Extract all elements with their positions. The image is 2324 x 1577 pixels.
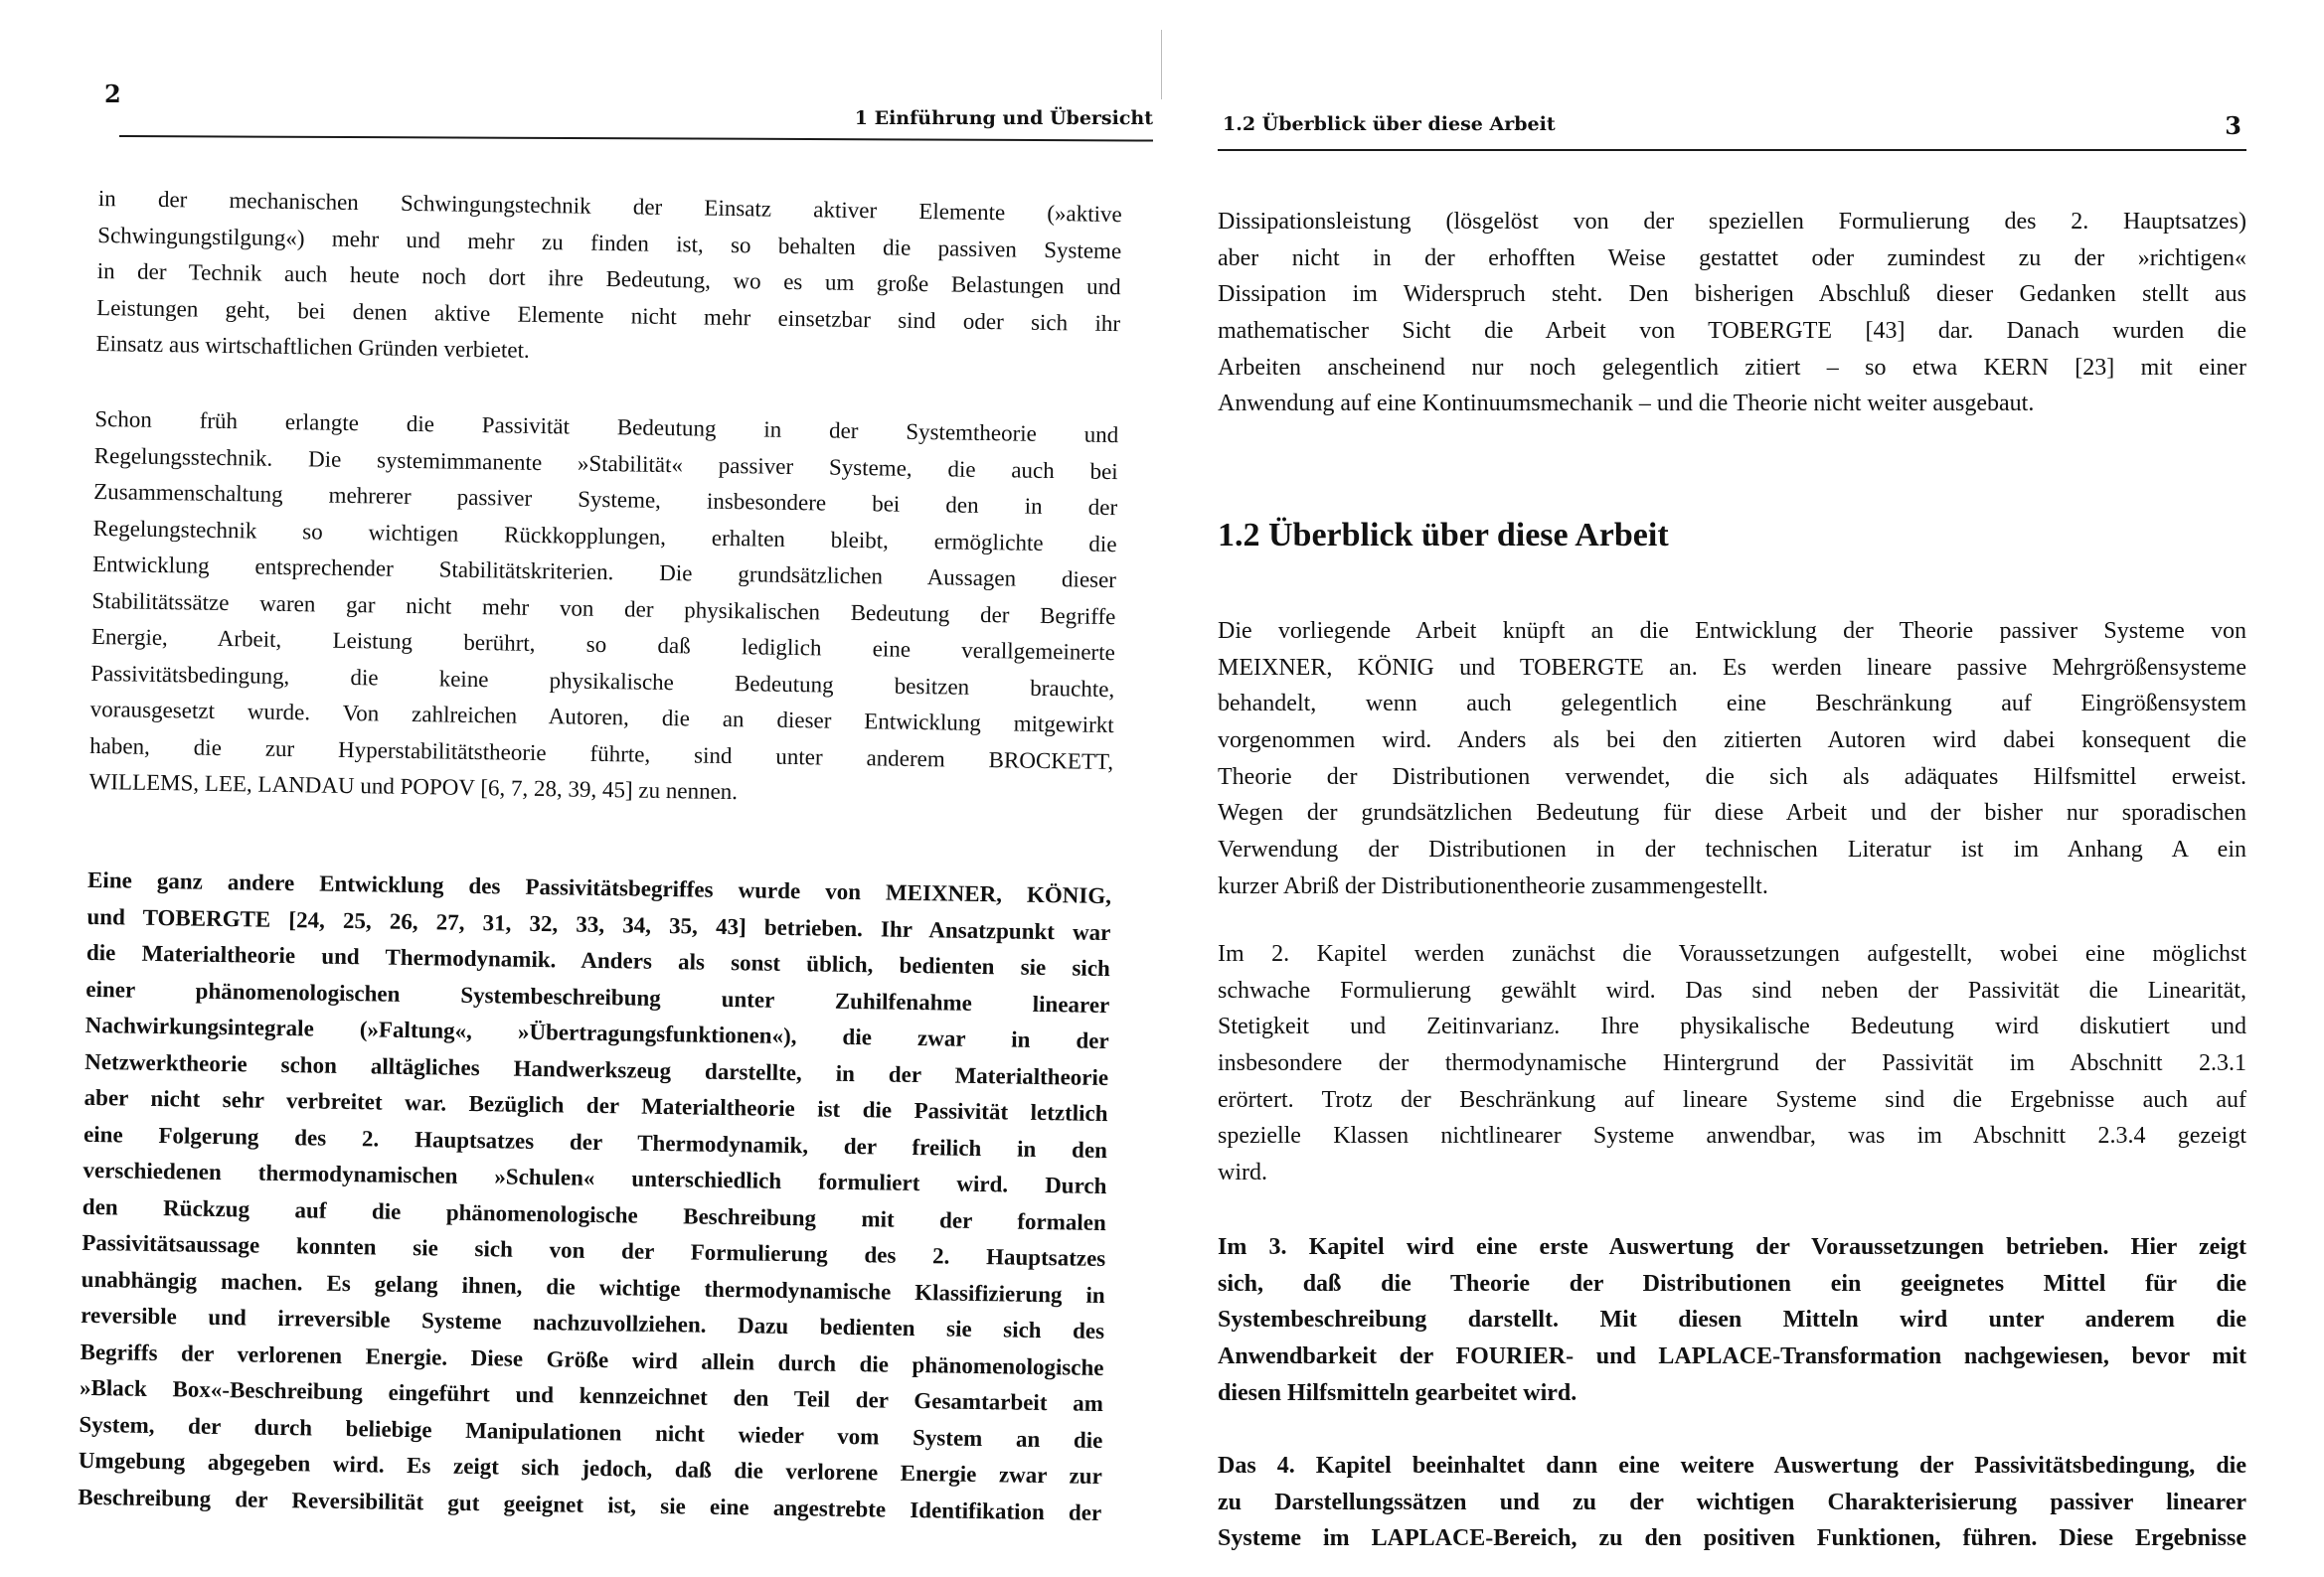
right-paragraph-5: [1218, 1448, 2246, 1557]
right-page: [1218, 0, 2246, 1577]
text-line: eine Folgerung des 2. Hauptsatzes der Thermodynamik, der freilich in den: [83, 1121, 1108, 1163]
text-line: Stetigkeit und Zeitinvarianz. Ihre physikalische Bedeutung wird diskutiert und: [1218, 1014, 2246, 1040]
text-line: haben, die zur Hyperstabilitätstheorie führte, sind unter anderem BROCKETT,: [89, 732, 1114, 774]
text-line: Anwendung auf eine Kontinuumsmechanik – und die Theorie nicht weiter ausgebaut.: [1218, 391, 2035, 417]
text-line: Im 2. Kapitel werden zunächst die Voraussetzungen aufgestellt, wobei eine möglichst: [1218, 941, 2246, 967]
right-paragraph-1: [1218, 204, 2246, 422]
right-paragraph-3: [1218, 936, 2246, 1191]
text-line: einer phänomenologischen Systembeschreibung unter Zuhilfenahme linearer: [85, 976, 1110, 1018]
text-line: Entwicklung entsprechender Stabilitätskriterien. Die grundsätzlichen Aussagen dieser: [91, 551, 1117, 593]
text-line: Energie, Arbeit, Leistung berührt, so daß lediglich eine verallgemeinerte: [90, 623, 1116, 666]
text-line: MEIXNER, KÖNIG und TOBERGTE an. Es werden lineare passive Mehrgrößensysteme: [1218, 654, 2246, 681]
left-paragraph-1: [95, 181, 1122, 379]
text-line: vorausgesetzt wurde. Von zahlreichen Autoren, die an dieser Entwicklung mitgewirkt: [89, 696, 1114, 738]
text-line: mathematischer Sicht die Arbeit von TOBERGTE [43] dar. Danach wurden die: [1218, 318, 2246, 345]
text-line: erörtert. Trotz der Beschränkung auf lineare Systeme sind die Ergebnisse auch auf: [1218, 1086, 2246, 1113]
right-paragraph-4: [1218, 1229, 2246, 1411]
text-line: Regelungstechnik so wichtigen Rückkopplungen, erhalten bleibt, ermöglichte die: [92, 515, 1117, 556]
text-line: Begriffs der verlorenen Energie. Diese Größe wird allein durch die phänomenologische: [80, 1339, 1104, 1380]
text-line: WILLEMS, LEE, LANDAU und POPOV [6, 7, 28, 39, 45] zu nennen.: [88, 768, 739, 805]
text-line: Stabilitätssätze waren gar nicht mehr von der physikalischen Bedeutung der Begriffe: [91, 587, 1116, 629]
text-line: reversible und irreversible Systeme nachzuvollziehen. Dazu bedienten sie sich des: [81, 1302, 1105, 1344]
text-line: Dissipationsleistung (lösgelöst von der speziellen Formulierung des 2. Hauptsatzes): [1218, 209, 2246, 235]
text-line: Systeme im LAPLACE-Bereich, zu den positiven Funktionen, führen. Diese Ergebnisse: [1218, 1525, 2246, 1552]
left-body: [77, 0, 1125, 1577]
text-line: Einsatz aus wirtschaftlichen Gründen verbietet.: [95, 330, 530, 363]
text-line: wird.: [1218, 1160, 1267, 1186]
text-line: Schwingungstilgung«) mehr und mehr zu finden ist, so behalten die passiven Systeme: [97, 222, 1122, 263]
page-number-right: 3: [2225, 111, 2241, 140]
running-head-left: 1 Einführung und Übersicht: [854, 107, 1153, 129]
text-line: aber nicht in der erhofften Weise gestattet oder zumindest zu der »richtigen«: [1218, 244, 2246, 271]
text-line: Nachwirkungsintegrale (»Faltung«, »Übertragungsfunktionen«), die zwar in der: [84, 1012, 1109, 1054]
text-line: Netzwerktheorie schon alltägliches Handwerkszeug darstellte, in der Materialtheorie: [84, 1048, 1109, 1090]
text-line: Eine ganz andere Entwicklung des Passivitätsbegriffes wurde von MEIXNER, KÖNIG,: [86, 867, 1112, 909]
right-paragraph-2: [1218, 613, 2246, 905]
text-line: die Materialtheorie und Thermodynamik. Anders als sonst üblich, bedienten sie sich: [85, 939, 1111, 982]
text-line: Leistungen geht, bei denen aktive Elemente nicht mehr einsetzbar sind oder sich ihr: [95, 294, 1121, 336]
text-line: insbesondere der thermodynamische Hintergrund der Passivität im Abschnitt 2.3.1: [1218, 1050, 2246, 1077]
text-line: unabhängig machen. Es gelang ihnen, die wichtige thermodynamische Klassifizierung in: [81, 1266, 1105, 1308]
text-line: behandelt, wenn auch gelegentlich eine Beschränkung auf Eingrößensystem: [1218, 691, 2246, 717]
running-head-right: 1.2 Überblick über diese Arbeit: [1223, 113, 1556, 135]
text-line: Verwendung der Distributionen in der technischen Literatur ist im Anhang A ein: [1218, 837, 2246, 864]
text-line: »Black Box«-Beschreibung eingeführt und kennzeichnet den Teil der Gesamtarbeit am: [79, 1374, 1104, 1417]
text-line: Die vorliegende Arbeit knüpft an die Entwicklung der Theorie passiver Systeme von: [1218, 618, 2246, 644]
text-line: Dissipation im Widerspruch steht. Den bisherigen Abschluß dieser Gedanken stellt aus: [1218, 281, 2246, 308]
left-paragraph-2: [88, 401, 1118, 817]
text-line: kurzer Abriß der Distributionentheorie zusammengestellt.: [1218, 872, 1768, 899]
text-line: Beschreibung der Reversibilität gut geeignet ist, sie eine angestrebte Identifikation der: [78, 1484, 1102, 1525]
text-line: Systembeschreibung darstellt. Mit diesen Mitteln wird unter anderem die: [1218, 1307, 2246, 1334]
text-line: Theorie der Distributionen verwendet, die sich als adäquates Hilfsmittel erweist.: [1218, 763, 2246, 790]
text-line: und TOBERGTE [24, 25, 26, 27, 31, 32, 33, 34, 35, 43] betrieben. Ihr Ansatzpunkt war: [86, 903, 1111, 945]
text-line: den Rückzug auf die phänomenologische Beschreibung mit der formalen: [82, 1193, 1107, 1235]
text-line: Schon früh erlangte die Passivität Bedeutung in der Systemtheorie und: [94, 405, 1119, 448]
text-line: diesen Hilfsmitteln gearbeitet wird.: [1218, 1379, 1577, 1406]
text-line: Zusammenschaltung mehrerer passiver Systeme, insbesondere bei den in der: [93, 478, 1118, 521]
text-line: Arbeiten anscheinend nur noch gelegentlich zitiert – so etwa KERN [23] mit einer: [1218, 354, 2246, 381]
text-line: Passivitätsbedingung, die keine physikalische Bedeutung besitzen brauchte,: [90, 660, 1115, 702]
text-line: Im 3. Kapitel wird eine erste Auswertung der Voraussetzungen betrieben. Hier zeigt: [1218, 1234, 2246, 1260]
text-line: in der Technik auch heute noch dort ihre Bedeutung, wo es um große Belastungen und: [96, 257, 1121, 300]
text-line: aber nicht sehr verbreitet war. Bezüglich der Materialtheorie ist die Passivität letztlich: [83, 1084, 1108, 1127]
left-page: [78, 0, 1153, 1577]
header-rule-right: [1218, 149, 2246, 151]
text-line: Anwendbarkeit der FOURIER- und LAPLACE-Transformation nachgewiesen, bevor mit: [1218, 1343, 2246, 1370]
text-line: spezielle Klassen nichtlinearer Systeme anwendbar, was im Abschnitt 2.3.4 gezeigt: [1218, 1123, 2246, 1150]
left-paragraph-3: [78, 863, 1111, 1531]
text-line: vorgenommen wird. Anders als bei den zitierten Autoren wird dabei konsequent die: [1218, 727, 2246, 754]
text-line: Das 4. Kapitel beeinhaltet dann eine weitere Auswertung der Passivitätsbedingung, die: [1218, 1453, 2246, 1479]
text-line: Umgebung abgegeben wird. Es zeigt sich jedoch, daß die verlorene Energie zwar zur: [78, 1447, 1102, 1489]
text-line: zu Darstellungssätzen und zu der wichtigen Charakterisierung passiver linearer: [1218, 1489, 2246, 1515]
text-line: Wegen der grundsätzlichen Bedeutung für diese Arbeit und der bisher nur sporadischen: [1218, 800, 2246, 827]
text-line: in der mechanischen Schwingungstechnik der Einsatz aktiver Elemente (»aktive: [97, 185, 1122, 228]
text-line: Passivitätsaussage konnten sie sich von der Formulierung des 2. Hauptsatzes: [82, 1229, 1106, 1272]
text-line: System, der durch beliebige Manipulationen nicht wieder vom System an die: [79, 1411, 1103, 1453]
text-line: verschiedenen thermodynamischen »Schulen« unterschiedlich formuliert wird. Durch: [83, 1157, 1107, 1199]
text-line: Regelungsstechnik. Die systemimmanente »Stabilität« passiver Systeme, die auch bei: [93, 442, 1118, 484]
page-number-left: 2: [104, 79, 121, 108]
text-line: schwache Formulierung gewählt wird. Das sind neben der Passivität die Linearität,: [1218, 977, 2246, 1004]
text-line: sich, daß die Theorie der Distributionen ein geeignetes Mittel für die: [1218, 1270, 2246, 1297]
section-heading: 1.2 Überblick über diese Arbeit: [1218, 517, 1669, 553]
page-fold-mark: [1161, 30, 1162, 99]
